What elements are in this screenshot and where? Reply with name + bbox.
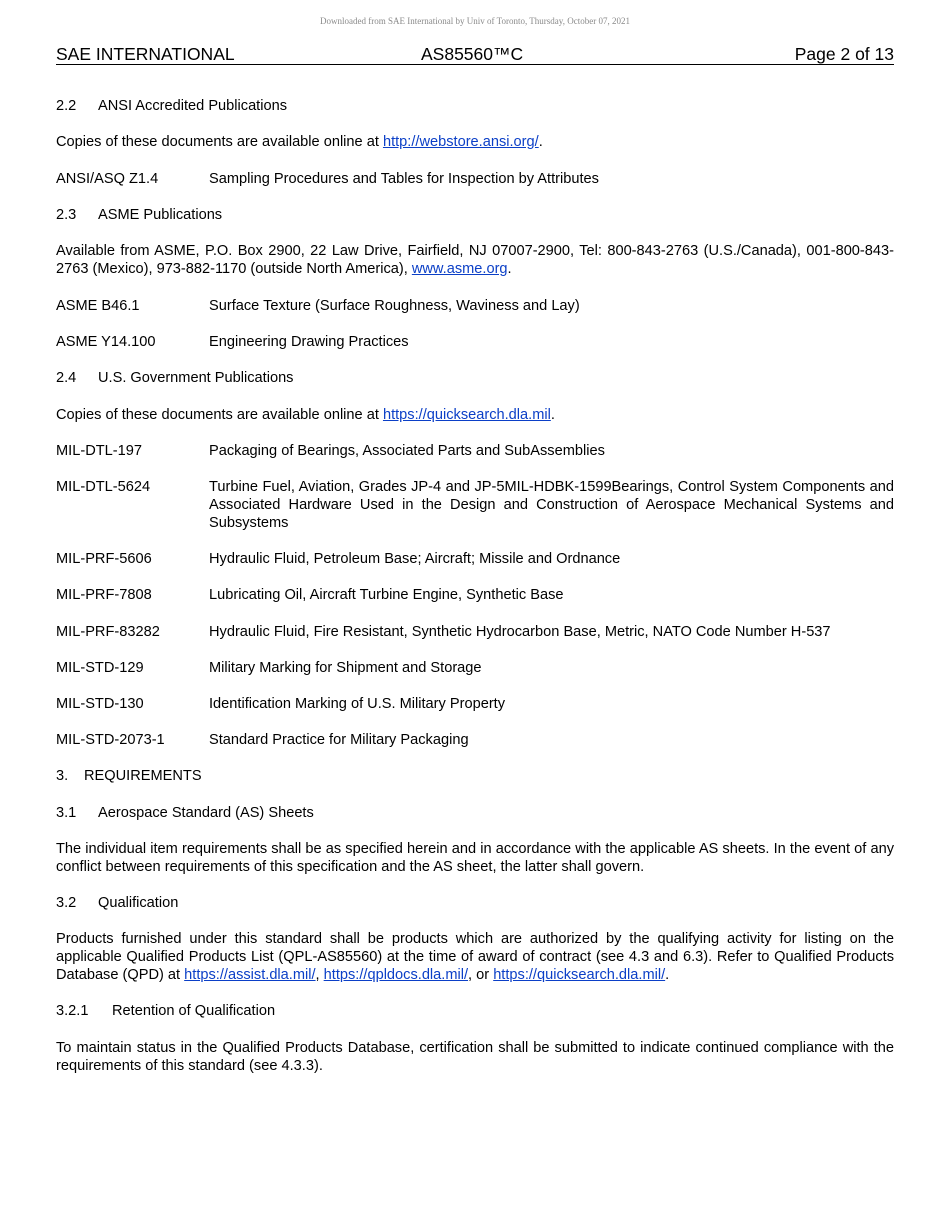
availability-paragraph-ansi (56, 133, 894, 151)
reference-row (56, 586, 894, 604)
header-page-number: Page 2 of 13 (794, 44, 894, 64)
qpldocs-dla-link[interactable]: https://qpldocs.dla.mil/ (323, 967, 469, 983)
reference-row (56, 695, 894, 713)
availability-paragraph-asme (56, 242, 894, 278)
paragraph-3-2-1: To maintain status in the Qualified Products Database, certification shall be submitted to indicate continued compliance with the requirements of this standard (see 4.3.3). (56, 1039, 894, 1074)
reference-code: ASME Y14.100 (56, 334, 156, 350)
reference-row (56, 550, 894, 568)
reference-title: Hydraulic Fluid, Fire Resistant, Synthetic Hydrocarbon Base, Metric, NATO Code Number H-537 (209, 623, 831, 640)
reference-code: ASME B46.1 (56, 297, 140, 314)
reference-row (56, 623, 894, 641)
reference-title: Standard Practice for Military Packaging (209, 732, 469, 748)
section-title: Retention of Qualification (112, 1003, 276, 1019)
reference-code: MIL-PRF-83282 (56, 623, 160, 640)
reference-title: Hydraulic Fluid, Petroleum Base; Aircraft; Missile and Ordnance (209, 551, 621, 567)
asme-website-link[interactable]: www.asme.org (411, 261, 508, 277)
reference-row (56, 297, 894, 315)
paragraph-text: Products furnished under this standard shall be products which are authorized by the qualifying activity for listing on the applicable Qualified Products List (QPL-AS85560) at the time of award of contract (see 4.3 and 6.3). Refer to Qualified Products Database (QPD) at (56, 931, 894, 983)
reference-row (56, 731, 894, 749)
download-watermark: Downloaded from SAE International by Univ of Toronto, Thursday, October 07, 2021 (320, 16, 630, 26)
section-number: 3.1 (56, 804, 77, 821)
paragraph-3-1: The individual item requirements shall be as specified herein and in accordance with the applicable AS sheets. In the event of any conflict between requirements of this specification and the AS sheet, the latter shall govern. (56, 840, 894, 875)
reference-title: Surface Texture (Surface Roughness, Waviness and Lay) (209, 297, 580, 314)
reference-title: Packaging of Bearings, Associated Parts and SubAssemblies (209, 442, 605, 459)
reference-code: MIL-DTL-5624 (56, 478, 151, 495)
section-heading-3-2-1 (56, 1002, 894, 1020)
reference-code: MIL-PRF-7808 (56, 587, 152, 603)
reference-code: MIL-STD-130 (56, 696, 144, 712)
paragraph-text: Available from ASME, P.O. Box 2900, 22 Law Drive, Fairfield, NJ 07007-2900, Tel: 800-843-2763 (U.S./Canada), 001-800-843-2763 (Mexico), 973-882-1170 (outside North America), (56, 243, 894, 277)
section-title: REQUIREMENTS (84, 768, 202, 784)
paragraph-text: Copies of these documents are available online at (56, 406, 383, 423)
header-doc-id: AS85560™C (421, 44, 524, 64)
reference-title: Turbine Fuel, Aviation, Grades JP-4 and JP-5MIL-HDBK-1599Bearings, Control System Components and Associated Hardware Used in the Design and Construction of Aerospace Mechanical Systems and Subsystems (209, 478, 894, 531)
paragraph-text: . (507, 261, 512, 277)
section-title: Aerospace Standard (AS) Sheets (98, 804, 314, 821)
reference-code: ANSI/ASQ Z1.4 (56, 170, 159, 187)
section-number: 3.2.1 (56, 1003, 89, 1019)
section-title: ASME Publications (98, 206, 223, 223)
reference-title: Sampling Procedures and Tables for Inspection by Attributes (209, 170, 599, 187)
section-heading-3-2 (56, 894, 894, 912)
reference-row (56, 170, 894, 188)
dla-quicksearch-link[interactable]: https://quicksearch.dla.mil (382, 406, 551, 423)
section-title: ANSI Accredited Publications (98, 98, 288, 114)
reference-title: Engineering Drawing Practices (209, 334, 409, 350)
page-header (56, 44, 894, 65)
section-number: 2.3 (56, 206, 77, 223)
reference-row (56, 442, 894, 460)
availability-paragraph-dla (56, 406, 894, 424)
quicksearch-dla-link[interactable]: https://quicksearch.dla.mil/ (493, 967, 666, 983)
reference-row (56, 659, 894, 677)
paragraph-text: . (550, 406, 555, 423)
section-heading-2-2 (56, 97, 894, 115)
section-number: 2.2 (56, 98, 77, 114)
paragraph-text: Copies of these documents are available online at (56, 134, 383, 150)
reference-code: MIL-PRF-5606 (56, 551, 152, 567)
reference-title: Military Marking for Shipment and Storage (209, 659, 482, 676)
assist-dla-link[interactable]: https://assist.dla.mil/ (184, 967, 316, 983)
section-heading-3 (56, 767, 894, 785)
section-number: 3.2 (56, 895, 77, 911)
section-title: U.S. Government Publications (98, 370, 294, 386)
section-heading-2-3 (56, 206, 894, 224)
section-title: Qualification (98, 895, 179, 911)
reference-code: MIL-STD-2073-1 (56, 732, 165, 748)
paragraph-text: , (315, 967, 324, 983)
section-number: 3. (56, 768, 69, 784)
ansi-webstore-link[interactable]: http://webstore.ansi.org/ (382, 134, 539, 150)
reference-title: Lubricating Oil, Aircraft Turbine Engine, Synthetic Base (209, 587, 564, 603)
reference-code: MIL-STD-129 (56, 659, 144, 676)
section-heading-3-1 (56, 804, 894, 822)
reference-row (56, 333, 894, 351)
section-number: 2.4 (56, 370, 77, 386)
reference-title: Identification Marking of U.S. Military Property (209, 696, 506, 712)
section-heading-2-4 (56, 369, 894, 387)
paragraph-text: , or (468, 967, 494, 983)
reference-row (56, 478, 894, 532)
reference-code: MIL-DTL-197 (56, 442, 142, 459)
paragraph-text: . (665, 967, 670, 983)
document-body (56, 97, 894, 1075)
paragraph-3-2 (56, 930, 894, 984)
header-org: SAE INTERNATIONAL (56, 44, 235, 64)
paragraph-text: . (538, 134, 543, 150)
